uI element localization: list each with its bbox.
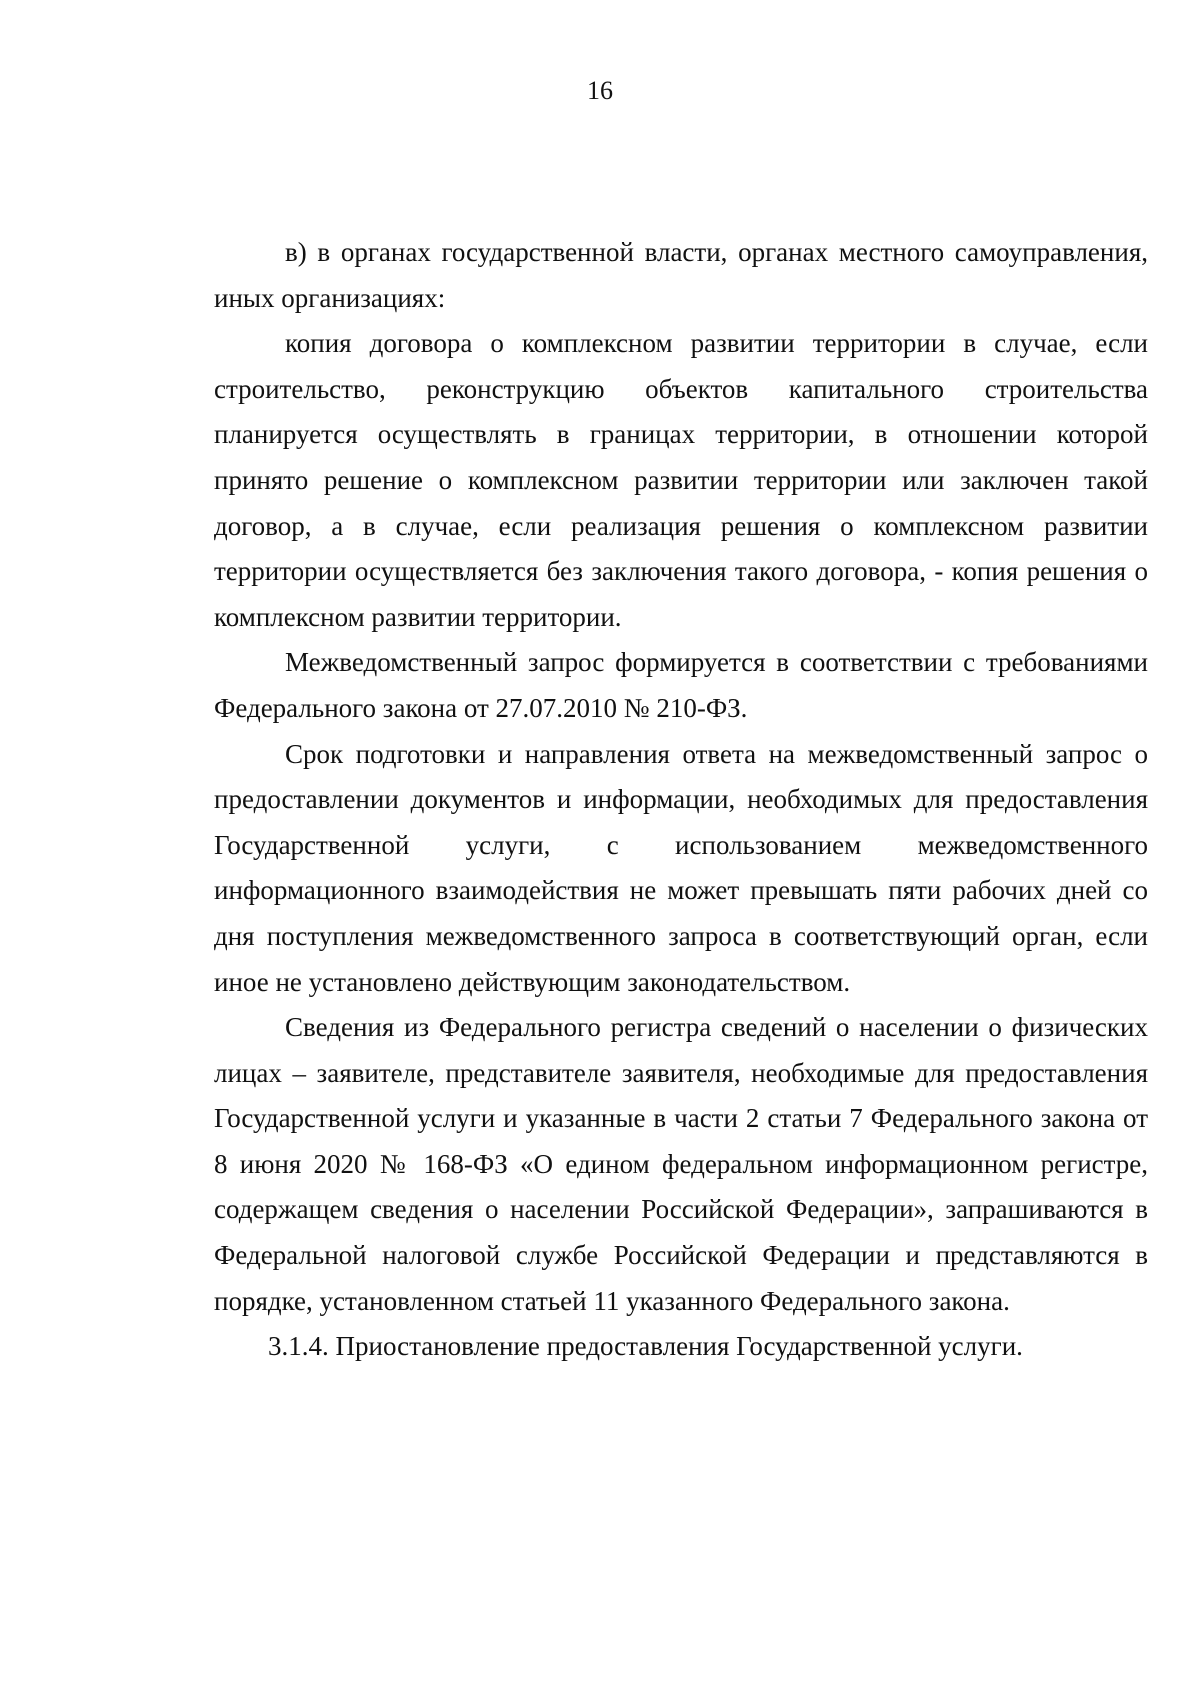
page-number: 16: [587, 76, 613, 105]
paragraph-contract-copy: копия договора о комплексном развитии территории в случае, если строительство, реконструкцию объектов капитального строительства планируется осуществлять в границах территории, в отношении которой принято решение о комплексном развитии территории или заключен такой договор, а в случае, если реализация решения о комплексном развитии территории осуществляется без заключения такого договора, - копия решения о комплексном развитии территории.: [214, 328, 1148, 632]
paragraph-interagency-request: Межведомственный запрос формируется в соответствии с требованиями Федерального закона от 27.07.2010 № 210-ФЗ.: [214, 647, 1148, 723]
paragraph-authorities: в) в органах государственной власти, органах местного самоуправления, иных организациях:: [214, 237, 1148, 313]
section-heading: 3.1.4. Приостановление предоставления Государственной услуги.: [268, 1331, 1023, 1362]
paragraph-response-deadline: Срок подготовки и направления ответа на межведомственный запрос о предоставлении документов и информации, необходимых для предоставления Государственной услуги, с использованием межведомственного информационного взаимодействия не может превышать пяти рабочих дней со дня поступления межведомственного запроса в соответствующий орган, если иное не установлено действующим законодательством.: [214, 738, 1148, 997]
document-body: [214, 230, 1148, 1370]
paragraph-federal-register: Сведения из Федерального регистра сведений о населении о физических лицах – заявителе, представителе заявителя, необходимые для предоставления Государственной услуги и указанные в части 2 статьи 7 Федерального закона от 8 июня 2020 № 168-ФЗ «О едином федеральном информационном регистре, содержащем сведения о населении Российской Федерации», запрашиваются в Федеральной налоговой службе Российской Федерации и представляются в порядке, установленном статьей 11 указанного Федерального закона.: [214, 1012, 1148, 1316]
